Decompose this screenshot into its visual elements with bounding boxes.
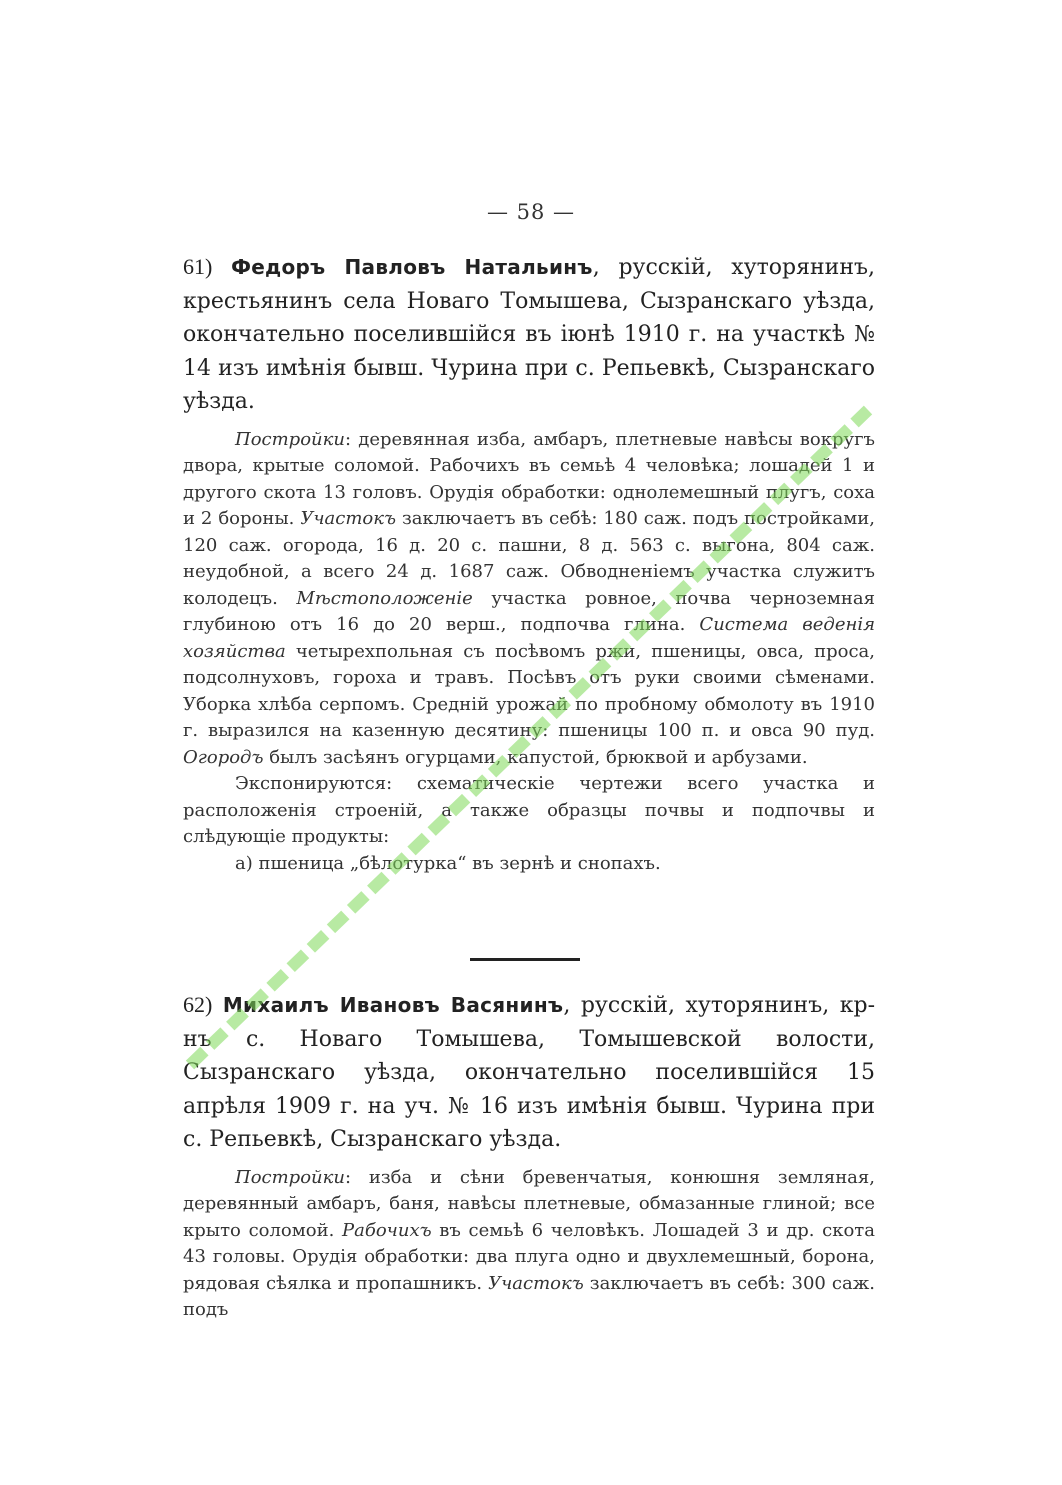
paragraph-text: заключаетъ въ себѣ: 300 саж. подъ <box>183 1272 875 1320</box>
italic-label: Мѣстоположеніе <box>296 587 473 609</box>
entry-heading-text: , русскій, хуторянинъ, крестьянинъ села Новаго Томышева, Сызранскаго уѣзда, окончательно поселившійся въ іюнѣ 1910 г. на участкѣ № 14 изъ имѣнія бывш. Чурина при с. Репьевкѣ, Сызранскаго уѣзда. <box>183 255 875 414</box>
paragraph-text: въ семьѣ 6 человѣкъ. Лошадей 3 и др. скота 43 головы. Орудія обработки: два плуга одно и двухлемешный, борона, рядовая сѣялка и пропашникъ. <box>183 1219 875 1294</box>
entry-heading <box>183 988 875 1157</box>
italic-label: Постройки <box>235 428 345 450</box>
italic-label: Участокъ <box>488 1272 584 1294</box>
entry-name: Федоръ Павловъ Натальинъ <box>231 255 593 279</box>
paragraph-text: былъ засѣянъ огурцами, капустой, брюквой и арбузами. <box>263 746 808 768</box>
entry-body <box>183 427 875 878</box>
italic-label: Участокъ <box>300 508 397 529</box>
entry-heading <box>183 250 875 419</box>
paragraph-text: : изба и сѣни бревенчатыя, конюшня земляная, деревянный амбаръ, баня, навѣсы плетневые, обмазанные глиной; все крыто соломой. <box>183 1166 875 1241</box>
italic-label: Рабочихъ <box>341 1219 432 1241</box>
entry-paragraph <box>183 1165 875 1324</box>
entry-paragraph: Экспонируются: схематическіе чертежи всего участка и расположенія строеній, а также образцы почвы и подпочвы и слѣдующіе продукты: <box>183 773 875 847</box>
entry-name: Михаилъ Ивановъ Васянинъ <box>222 993 564 1017</box>
paragraph-text: участка ровное, почва черноземная глубиною отъ 16 до 20 верш., подпочва глина. <box>183 587 875 635</box>
entry-number: 62) <box>183 992 213 1017</box>
italic-label: Постройки <box>235 1166 345 1188</box>
italic-label: Огородъ <box>183 746 264 768</box>
entry-paragraph: а) пшеница „бѣлотурка“ въ зернѣ и снопахъ. <box>235 852 661 874</box>
entry-body <box>183 1165 875 1324</box>
entry-62 <box>183 988 875 1324</box>
page-number: — 58 — <box>486 200 576 224</box>
paragraph-text: четырехпольная съ посѣвомъ ржи, пшеницы, овса, проса, подсолнуховъ, гороха и травъ. Посѣвъ отъ руки своими сѣменами. Уборка хлѣба серпомъ. Средній урожай по пробному обмолоту въ 1910 г. выразился на казенную десятину: пшеницы 100 п. и овса 90 пуд. <box>183 640 875 741</box>
paragraph-text: заключаетъ въ себѣ: 180 саж. подъ постройками, 120 саж. огорода, 16 д. 20 с. пашни, 8 д. 563 с. выгона, 804 саж. неудобной, а всего 24 д. 1687 саж. Обводненіемъ участка служитъ колодецъ. <box>183 508 875 609</box>
entry-61 <box>183 250 875 877</box>
entry-heading-text: , русскій, хуторянинъ, кр-нъ с. Новаго Томышева, Томышевской волости, Сызранскаго уѣзда, окончательно поселившійся 15 апрѣля 1909 г. на уч. № 16 изъ имѣнія бывш. Чурина при с. Репьевкѣ, Сызранскаго уѣзда. <box>183 993 875 1152</box>
paragraph-text: : деревянная изба, амбаръ, плетневые навѣсы вокругъ двора, крытые соломой. Рабочихъ въ семьѣ 4 человѣка; лошадей 1 и другого скота 13 головъ. Орудія обработки: однолемешный плугъ, соха и 2 бороны. <box>183 428 875 529</box>
entry-number: 61) <box>183 254 213 279</box>
entry-paragraph <box>183 427 875 772</box>
italic-label: Система веденія хозяйства <box>183 614 876 662</box>
section-divider <box>470 958 580 961</box>
